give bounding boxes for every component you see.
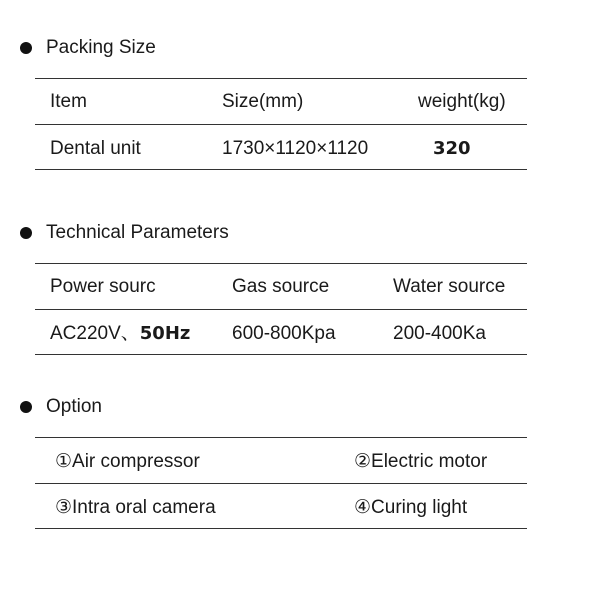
technical-parameters-title: Technical Parameters <box>46 222 229 243</box>
technical-middle-rule <box>35 309 527 310</box>
technical-header-gas: Gas source <box>232 276 330 297</box>
technical-row-power <box>50 322 190 346</box>
technical-header-power: Power sourc <box>50 276 156 297</box>
packing-middle-rule <box>35 124 527 125</box>
option-item-intra-oral-camera: ③Intra oral camera <box>55 497 216 518</box>
packing-header-size: Size(mm) <box>222 91 304 112</box>
option-item-air-compressor: ①Air compressor <box>55 451 200 472</box>
packing-top-rule <box>35 78 527 79</box>
bullet-icon <box>20 42 32 54</box>
packing-header-item: Item <box>50 91 87 112</box>
packing-header-weight: weight(kg) <box>418 91 506 112</box>
packing-row-size: 1730×1120×1120 <box>222 138 369 159</box>
option-middle-rule <box>35 483 527 484</box>
technical-row-water: 200-400Ka <box>393 323 486 344</box>
technical-top-rule <box>35 263 527 264</box>
packing-row-weight: 320 <box>433 138 471 159</box>
packing-row-item: Dental unit <box>50 138 141 159</box>
bullet-icon <box>20 401 32 413</box>
technical-parameters-heading <box>20 221 229 245</box>
packing-size-heading <box>20 36 156 60</box>
technical-row-gas: 600-800Kpa <box>232 323 336 344</box>
packing-size-title: Packing Size <box>46 37 156 58</box>
option-heading <box>20 395 102 419</box>
bullet-icon <box>20 227 32 239</box>
technical-bottom-rule <box>35 354 527 355</box>
option-title: Option <box>46 396 102 417</box>
power-voltage: AC220V、 <box>50 323 140 344</box>
packing-bottom-rule <box>35 169 527 170</box>
option-item-electric-motor: ②Electric motor <box>354 451 488 472</box>
option-top-rule <box>35 437 527 438</box>
power-frequency: 50Hz <box>139 323 191 344</box>
technical-header-water: Water source <box>393 276 506 297</box>
option-bottom-rule <box>35 528 527 529</box>
option-item-curing-light: ④Curing light <box>354 497 468 518</box>
